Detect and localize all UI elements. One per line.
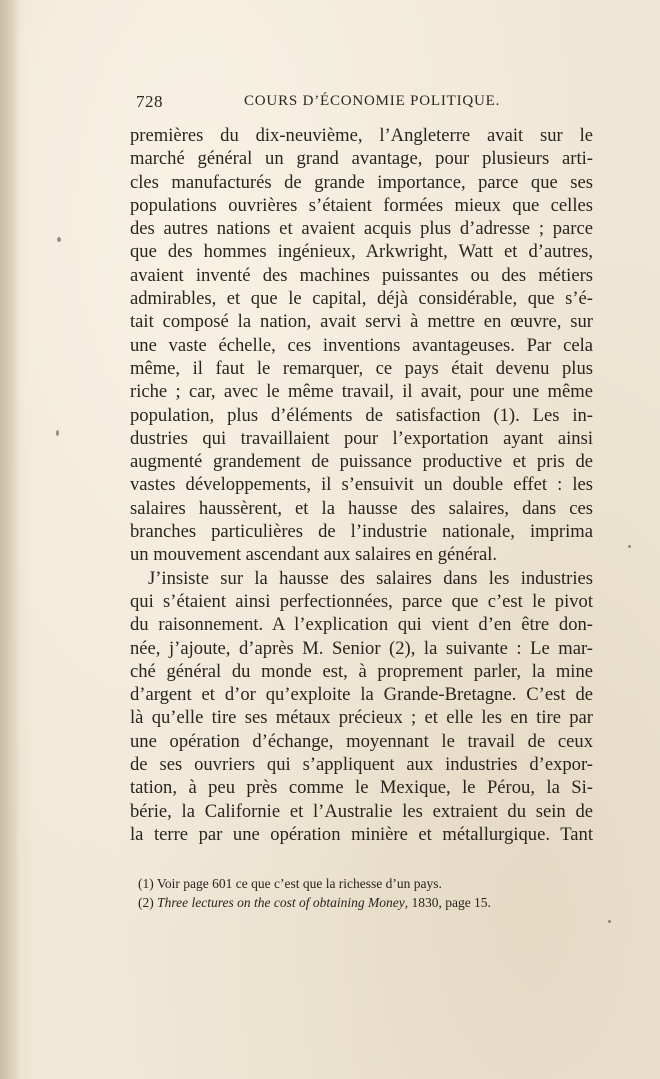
text-line: premières du dix-neuvième, l’Angleterre avait sur le xyxy=(130,125,593,146)
text-line: du raisonnement. A l’explication qui vient d’en être don- xyxy=(130,614,593,636)
text-line: bérie, la Californie et l’Australie les extraient du sein de xyxy=(130,800,593,822)
binding-gutter xyxy=(0,0,20,1079)
paper-speck xyxy=(57,237,61,242)
text-line: une opération d’échange, moyennant le travail de ceux xyxy=(130,730,593,752)
paper-speck xyxy=(608,920,611,923)
footnote-2-details: , 1830, page 15. xyxy=(404,895,491,910)
text-line: de ses ouvriers qui s’appliquent aux industries d’expor- xyxy=(130,754,593,776)
paper-speck xyxy=(56,430,59,436)
text-line: cles manufacturés de grande importance, parce que ses xyxy=(130,171,593,193)
page-number: 728 xyxy=(136,92,163,111)
text-line: née, j’ajoute, d’après M. Senior (2), la suivante : Le mar- xyxy=(130,637,593,659)
page-header xyxy=(136,92,516,118)
paragraph-end-line: un mouvement ascendant aux salaires en général. xyxy=(130,544,498,566)
text-line: riche ; car, avec le même travail, il avait, pour une même xyxy=(130,381,593,403)
text-line: marché général un grand avantage, pour plusieurs arti- xyxy=(130,148,593,170)
text-line: qui s’étaient ainsi perfectionnées, parce que c’est le pivot xyxy=(130,590,593,612)
footnote-1: (1) Voir page 601 ce que c’est que la richesse d’un pays. xyxy=(138,876,442,891)
text-line: branches particulières de l’industrie nationale, imprima xyxy=(130,521,593,543)
paragraph-start-line: J’insiste sur la hausse des salaires dans les industries xyxy=(148,567,593,589)
text-line: avaient inventé des machines puissantes ou des métiers xyxy=(130,264,593,286)
text-line: augmenté grandement de puissance productive et pris de xyxy=(130,451,593,473)
text-line: population, plus d’éléments de satisfaction (1). Les in- xyxy=(130,404,593,426)
text-line: là qu’elle tire ses métaux précieux ; et elle les en tire par xyxy=(130,707,593,729)
text-line: une vaste échelle, ces inventions avantageuses. Par cela xyxy=(130,334,593,356)
text-line: même, il faut le remarquer, ce pays était devenu plus xyxy=(130,357,593,379)
text-line: admirables, et que le capital, déjà considérable, que s’é- xyxy=(130,288,593,310)
text-line: populations ouvrières s’étaient formées mieux que celles xyxy=(130,194,593,216)
footnote-2-number: (2) xyxy=(138,895,158,910)
text-line: d’argent et d’or qu’exploite la Grande-Bretagne. C’est de xyxy=(130,684,593,706)
text-line: vastes développements, il s’ensuivit un double effet : les xyxy=(130,474,593,496)
running-title: COURS D’ÉCONOMIE POLITIQUE. xyxy=(244,93,501,109)
text-line: dustries qui travaillaient pour l’exportation ayant ainsi xyxy=(130,427,593,449)
footnote-2 xyxy=(138,893,558,912)
text-line: tait composé la nation, avait servi à mettre en œuvre, sur xyxy=(130,311,593,333)
text-line: des autres nations et avaient acquis plus d’adresse ; parce xyxy=(130,218,593,240)
text-line: la terre par une opération minière et métallurgique. Tant xyxy=(130,823,593,845)
text-line: que des hommes ingénieux, Arkwright, Watt et d’autres, xyxy=(130,241,593,263)
text-line: ché général du monde est, à proprement parler, la mine xyxy=(130,660,593,682)
text-line: salaires haussèrent, et la hausse des salaires, dans ces xyxy=(130,497,593,519)
body-text xyxy=(130,124,593,846)
footnotes xyxy=(138,874,558,912)
footnote-2-title: Three lectures on the cost of obtaining Money xyxy=(157,895,405,910)
text-line: tation, à peu près comme le Mexique, le Pérou, la Si- xyxy=(130,777,593,799)
paper-speck xyxy=(628,545,631,548)
